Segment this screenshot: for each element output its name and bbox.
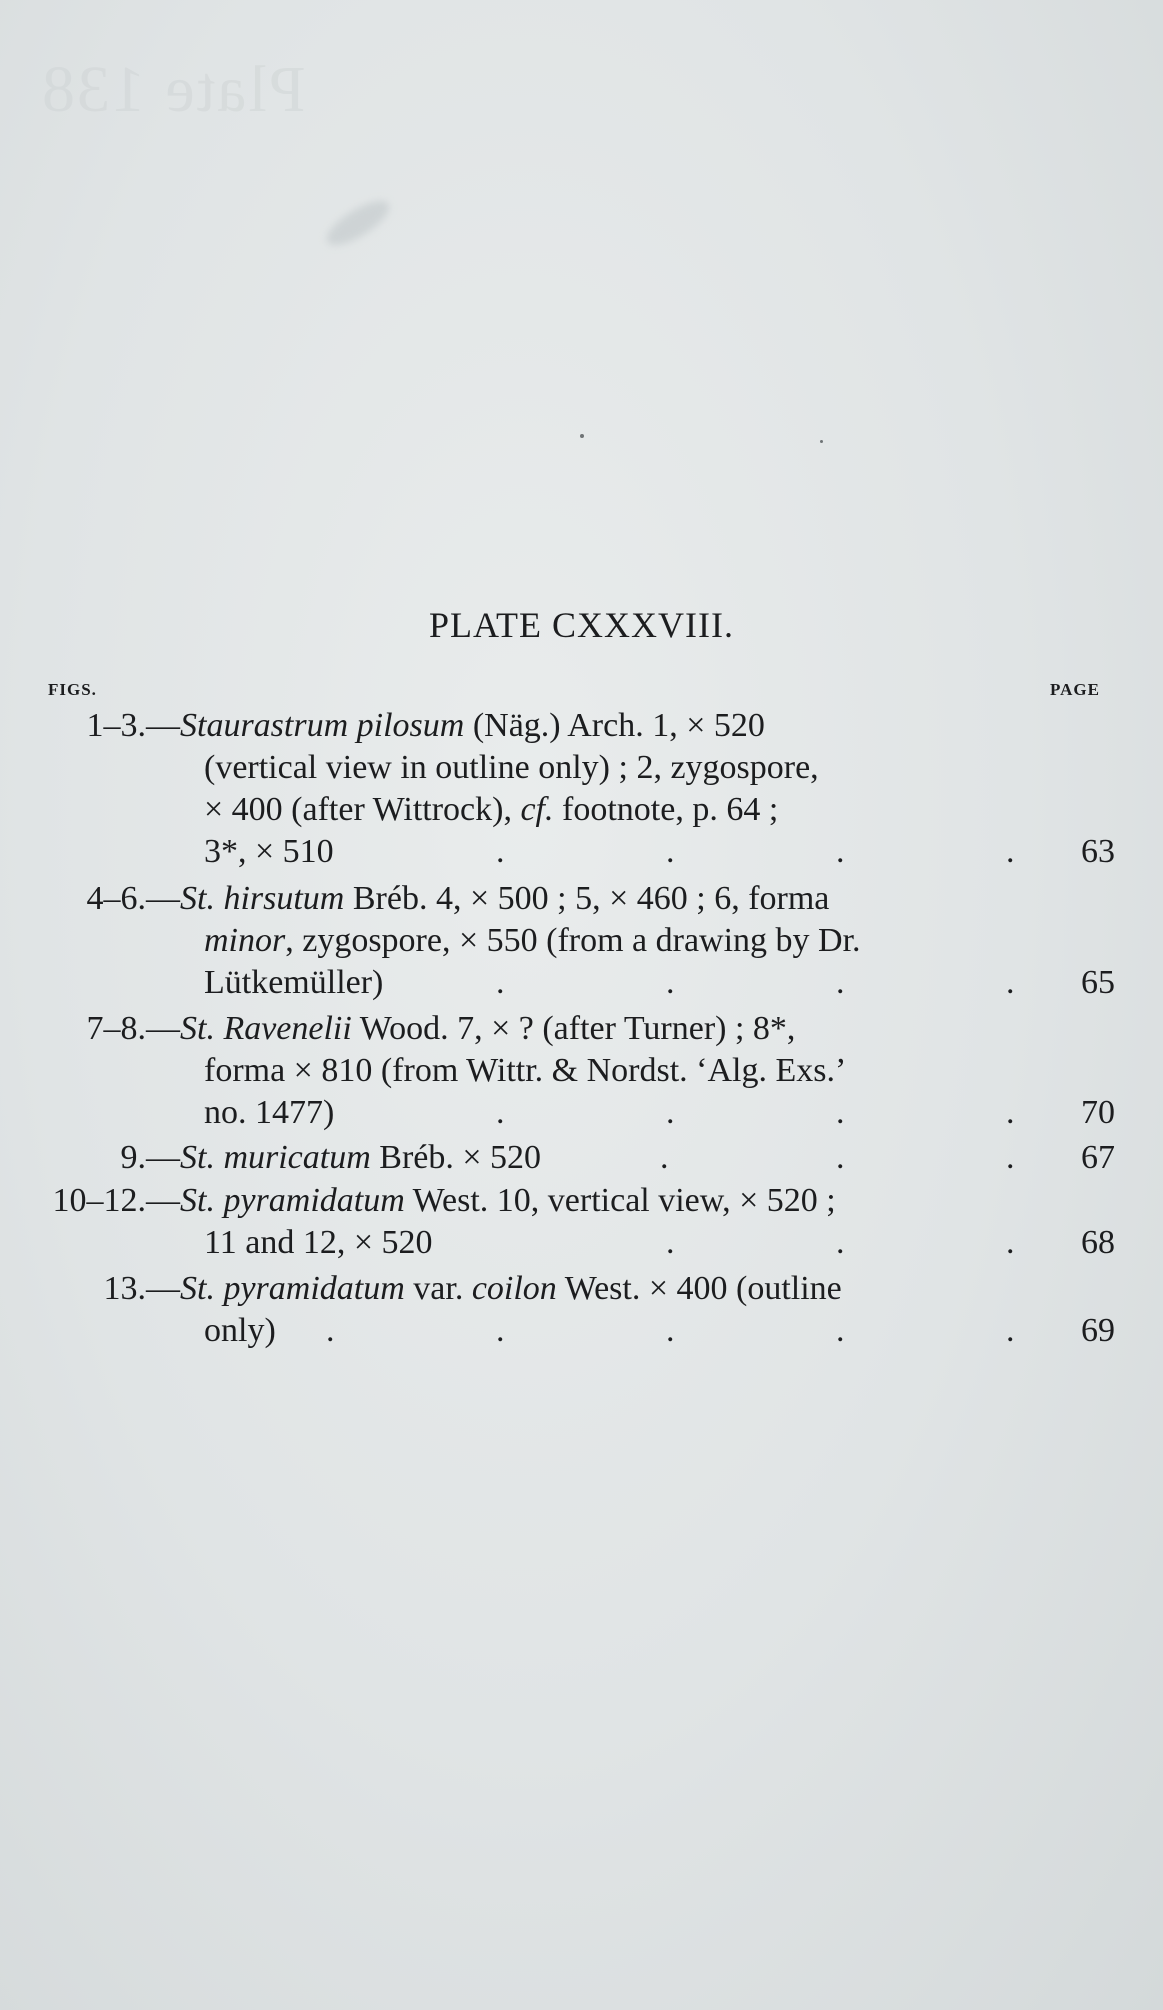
leader-dot: . — [1006, 1139, 1015, 1176]
entry-text: West. 10, vertical view, × 520 ; — [404, 1182, 836, 1219]
leader-dot: . — [496, 964, 505, 1001]
leader-dot: . — [836, 1224, 845, 1261]
leader-dot: . — [1006, 1094, 1015, 1131]
species-name: St. muricatum — [180, 1139, 371, 1176]
species-name: St. pyramidatum — [180, 1182, 405, 1219]
leader-dot: . — [666, 1094, 675, 1131]
leader-dot: . — [666, 833, 675, 870]
page-number: 63 — [1081, 833, 1115, 870]
paper-speck — [580, 434, 584, 438]
leader-dot: . — [836, 833, 845, 870]
entry-text: minor, zygospore, × 550 (from a drawing by Dr. — [204, 922, 861, 959]
entry-text: Bréb. × 520 — [370, 1139, 542, 1176]
page-number: 67 — [1081, 1139, 1115, 1176]
species-name: St. Ravenelii — [180, 1010, 352, 1047]
show-through-text: Plate 138 — [40, 53, 306, 126]
leader-dot: . — [1006, 964, 1015, 1001]
figs-number: 13.— — [103, 1270, 180, 1307]
leader-dot: . — [660, 1139, 669, 1176]
leader-dot: . — [1006, 833, 1015, 870]
figs-number: 9.— — [120, 1139, 180, 1176]
leader-dot: . — [836, 964, 845, 1001]
figs-column-header: FIGS. — [48, 680, 97, 699]
leader-dot: . — [836, 1139, 845, 1176]
figs-number: 1–3.— — [86, 707, 180, 744]
entry-text: 3*, × 510 — [204, 833, 334, 870]
leader-dot: . — [496, 833, 505, 870]
paper-speck — [820, 440, 823, 443]
entry-text: forma × 810 (from Wittr. & Nordst. ‘Alg. Exs.’ — [204, 1052, 847, 1089]
species-name: St. pyramidatum — [180, 1270, 405, 1307]
leader-dot: . — [1006, 1312, 1015, 1349]
leader-dot: . — [496, 1312, 505, 1349]
entry-text: no. 1477) — [204, 1094, 335, 1131]
leader-dot: . — [666, 964, 675, 1001]
entry-text: only) — [204, 1312, 276, 1349]
page-background: Plate 138 PLATE CXXXVIII. FIGS. PAGE 1–3.— Staurastrum pilosum (Näg.) Arch. 1, × 520 (vertical view in outline only) ; 2, zygospore, × 400 (after Wittrock), cf. footnote, p. 64 ; 3*, × 510 . . . . 63 4–6.— St. hirsutum Bréb. 4, × 500 ; 5, × 460 ; 6, forma minor, zygospore, × 550 (from a drawing by Dr. Lütkemüller) . . . . 65 7–8.— St. Ravenelii Wood. 7, × ? (after Turner) ; 8*, forma × 810 (from Wittr. & Nordst. ‘Alg. Exs.’ no. 1477) . . . . 70 9.— St. muricatum Bréb. × 520 . . . 67 10–12.— St. pyramidatum West. 10, vertical view, × 520 ; 11 and 12, × 520 . . . 68 13.— St. pyramidatum var. coilon West. × 400 (outline only) . . . . . 69 — [0, 0, 1163, 2010]
figs-number: 7–8.— — [86, 1010, 180, 1047]
entry-text: Lütkemüller) — [204, 964, 384, 1001]
figs-number: 4–6.— — [86, 880, 180, 917]
page-number: 70 — [1081, 1094, 1115, 1131]
page-number: 69 — [1081, 1312, 1115, 1349]
plate-title: PLATE CXXXVIII. — [429, 605, 734, 645]
leader-dot: . — [1006, 1224, 1015, 1261]
entry-text: × 400 (after Wittrock), cf. footnote, p. 64 ; — [204, 791, 779, 828]
species-name: St. hirsutum — [180, 880, 345, 917]
entry-text: Bréb. 4, × 500 ; 5, × 460 ; 6, forma — [344, 880, 830, 917]
leader-dot: . — [496, 1094, 505, 1131]
paper-smudge — [321, 193, 396, 253]
page-number: 68 — [1081, 1224, 1115, 1261]
leader-dot: . — [836, 1094, 845, 1131]
leader-dot: . — [666, 1312, 675, 1349]
species-name: Staurastrum pilosum — [180, 707, 465, 744]
figs-number: 10–12.— — [52, 1182, 180, 1219]
entry-text: (vertical view in outline only) ; 2, zygospore, — [204, 749, 819, 786]
entry-text: (Näg.) Arch. 1, × 520 — [464, 707, 765, 744]
leader-dot: . — [666, 1224, 675, 1261]
leader-dot: . — [836, 1312, 845, 1349]
cf-abbrev: cf. — [520, 791, 554, 828]
leader-dot: . — [326, 1312, 335, 1349]
page-number: 65 — [1081, 964, 1115, 1001]
entry-text: Wood. 7, × ? (after Turner) ; 8*, — [351, 1010, 796, 1047]
variety-name: coilon — [471, 1270, 557, 1307]
entry-text: 11 and 12, × 520 — [204, 1224, 433, 1261]
page-column-header: PAGE — [1050, 680, 1100, 699]
